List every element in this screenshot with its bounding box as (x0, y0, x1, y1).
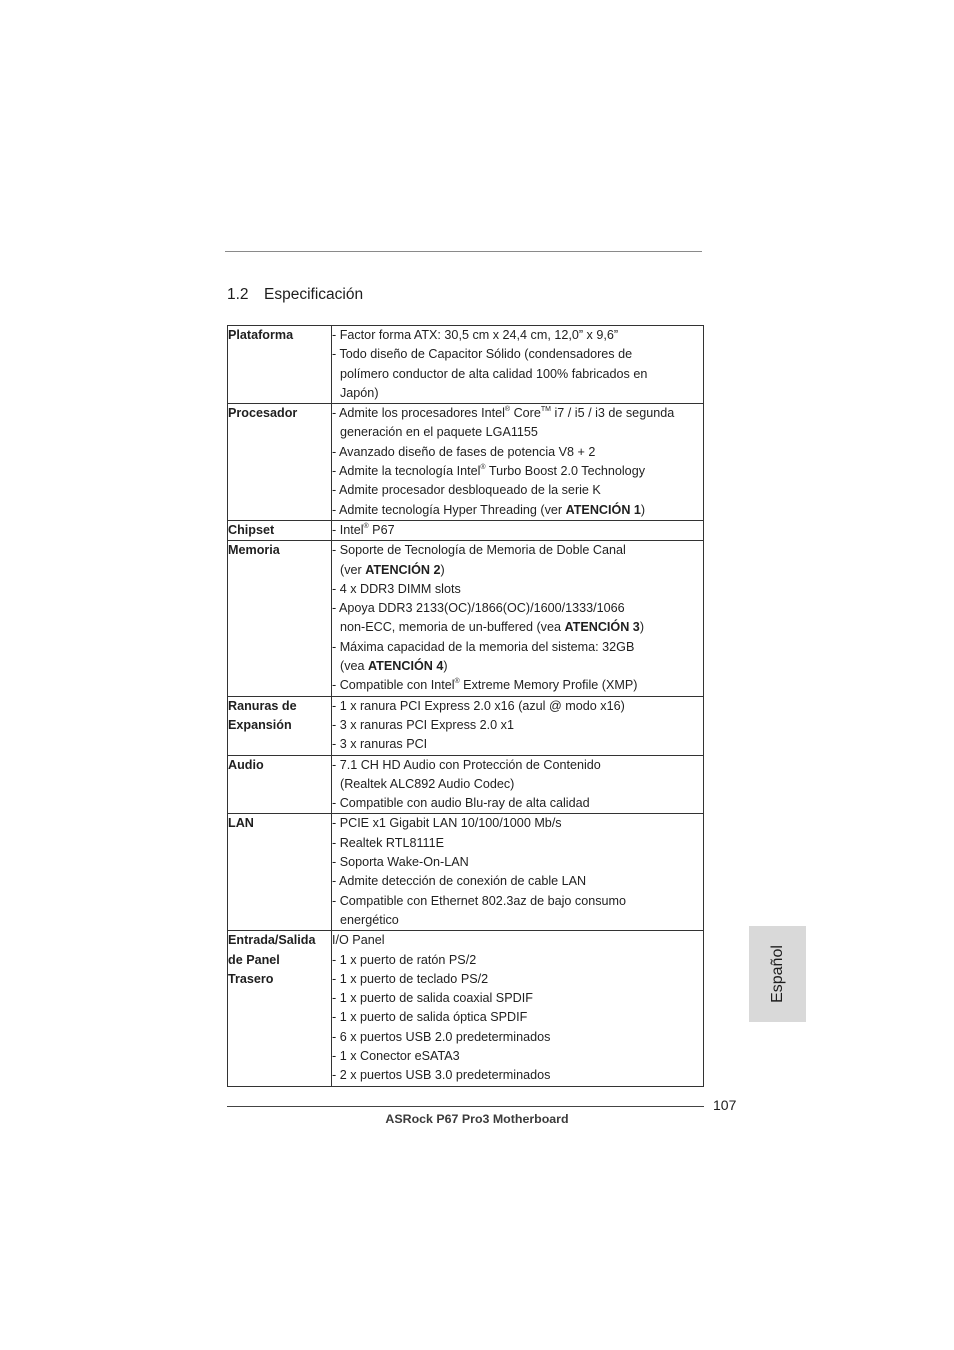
spec-text: - 7.1 CH HD Audio con Protección de Contenido (332, 757, 601, 772)
spec-value-cell (332, 520, 704, 540)
spec-line (332, 541, 703, 560)
spec-text: ) (440, 562, 445, 577)
spec-label-cell (228, 326, 332, 404)
spec-line (332, 872, 703, 891)
spec-line (332, 561, 703, 580)
spec-table (227, 325, 704, 1087)
top-divider (225, 251, 702, 252)
spec-line (332, 443, 703, 462)
spec-line (332, 834, 703, 853)
spec-text: (ver (340, 562, 366, 577)
spec-line (332, 1047, 703, 1066)
spec-text: ) (640, 502, 646, 517)
spec-label-cell (228, 696, 332, 755)
spec-text: - Soporta Wake-On-LAN (332, 855, 469, 870)
spec-line (332, 638, 703, 657)
spec-row (228, 931, 704, 1086)
spec-label-cell (228, 541, 332, 696)
spec-label: Entrada/Salida (228, 933, 316, 948)
spec-text: - 1 x Conector eSATA3 (332, 1048, 460, 1063)
spec-row (228, 541, 704, 696)
spec-row (228, 520, 704, 540)
section-title: Especificación (264, 286, 364, 303)
spec-line (332, 384, 703, 403)
bottom-divider (227, 1106, 704, 1107)
spec-line (332, 365, 703, 384)
spec-text: polímero conductor de alta calidad 100% fabricados en (340, 366, 648, 381)
section-heading (227, 286, 363, 304)
trademark-mark: TM (540, 406, 551, 414)
spec-line (332, 697, 703, 716)
spec-label-cell (228, 755, 332, 814)
spec-line (332, 326, 703, 345)
spec-text: - 1 x ranura PCI Express 2.0 x16 (azul @ modo x16) (332, 698, 625, 713)
spec-line (332, 970, 703, 989)
spec-label: Plataforma (228, 328, 294, 342)
spec-line (332, 814, 703, 833)
spec-text: ) (639, 620, 645, 635)
trademark-mark: ® (480, 464, 486, 472)
note-reference: ATENCIÓN 4 (368, 659, 444, 674)
spec-text: energético (340, 912, 399, 927)
note-reference: ATENCIÓN 3 (564, 620, 640, 635)
spec-text: Core (510, 406, 541, 421)
footer-product-name: ASRock P67 Pro3 Motherboard (385, 1112, 569, 1126)
spec-line (332, 501, 703, 520)
page-number: 107 (713, 1097, 737, 1113)
spec-text: Extreme Memory Profile (XMP) (459, 678, 638, 693)
spec-text: - Apoya DDR3 2133(OC)/1866(OC)/1600/1333/1066 (332, 601, 625, 616)
spec-line (332, 345, 703, 364)
spec-text: (Realtek ALC892 Audio Codec) (340, 776, 515, 791)
spec-line (332, 599, 703, 618)
spec-line (332, 931, 703, 950)
spec-label-cell (228, 520, 332, 540)
spec-text: - Admite la tecnología Intel (332, 464, 481, 479)
spec-row (228, 326, 704, 404)
spec-text: generación en el paquete LGA1155 (340, 425, 538, 440)
language-tab-label: Español (768, 945, 786, 1003)
spec-text: P67 (368, 522, 395, 537)
spec-line (332, 423, 703, 442)
spec-line (332, 1008, 703, 1027)
spec-text: Turbo Boost 2.0 Technology (485, 464, 645, 479)
spec-text: - 1 x puerto de salida coaxial SPDIF (332, 991, 533, 1006)
spec-text: - 1 x puerto de teclado PS/2 (332, 971, 489, 986)
note-reference: ATENCIÓN 1 (565, 502, 641, 517)
spec-line (332, 989, 703, 1008)
spec-label: Ranuras de (228, 698, 297, 713)
spec-row (228, 696, 704, 755)
spec-line (332, 1066, 703, 1085)
spec-label: LAN (228, 816, 254, 831)
spec-text: - 3 x ranuras PCI (332, 737, 428, 752)
spec-line (332, 521, 703, 540)
spec-line (332, 580, 703, 599)
note-reference: ATENCIÓN 2 (365, 562, 441, 577)
spec-text: - Realtek RTL8111E (332, 835, 445, 850)
spec-row (228, 755, 704, 814)
spec-label: Chipset (228, 522, 275, 537)
trademark-mark: ® (504, 406, 511, 414)
spec-line (332, 462, 703, 481)
spec-line (332, 853, 703, 872)
spec-line (332, 404, 703, 423)
spec-text: ) (443, 659, 448, 674)
spec-text: - Avanzado diseño de fases de potencia V8 + 2 (332, 444, 596, 459)
spec-line (332, 775, 703, 794)
spec-table-body (228, 326, 704, 1087)
spec-text: - Soporte de Tecnología de Memoria de Doble Canal (332, 543, 626, 558)
spec-text: - 6 x puertos USB 2.0 predeterminados (332, 1029, 551, 1044)
spec-text: i7 / i5 / i3 de segunda (550, 406, 675, 421)
trademark-mark: ® (363, 522, 369, 530)
spec-value-cell (332, 755, 704, 814)
spec-label-cell (228, 814, 332, 931)
language-tab (749, 926, 806, 1022)
spec-value-cell (332, 326, 704, 404)
spec-line (332, 618, 703, 637)
spec-label-cell (228, 404, 332, 521)
spec-line (332, 951, 703, 970)
spec-value-cell (332, 931, 704, 1086)
spec-text: (vea (340, 659, 368, 674)
spec-label: de Panel (228, 952, 280, 967)
spec-text: - Admite procesador desbloqueado de la serie K (332, 483, 601, 498)
spec-value-cell (332, 404, 704, 521)
spec-text: - Admite los procesadores Intel (332, 406, 505, 421)
spec-text: Japón) (340, 385, 379, 400)
spec-line (332, 676, 703, 695)
spec-line (332, 794, 703, 813)
section-number: 1.2 (227, 286, 249, 303)
spec-text: I/O Panel (332, 933, 385, 948)
spec-text: - 1 x puerto de salida óptica SPDIF (332, 1010, 528, 1025)
spec-label: Audio (228, 757, 264, 772)
spec-text: - Máxima capacidad de la memoria del sistema: 32GB (332, 639, 635, 654)
spec-row (228, 814, 704, 931)
spec-text: - Todo diseño de Capacitor Sólido (condensadores de (332, 347, 633, 362)
spec-line (332, 892, 703, 911)
spec-text: - Compatible con Ethernet 802.3az de bajo consumo (332, 893, 627, 908)
spec-label: Expansión (228, 717, 292, 732)
spec-label: Memoria (228, 543, 280, 558)
spec-line (332, 716, 703, 735)
spec-line (332, 481, 703, 500)
spec-text: - PCIE x1 Gigabit LAN 10/100/1000 Mb/s (332, 816, 562, 831)
spec-value-cell (332, 541, 704, 696)
spec-text: - 2 x puertos USB 3.0 predeterminados (332, 1068, 551, 1083)
spec-label-cell (228, 931, 332, 1086)
spec-text: - 1 x puerto de ratón PS/2 (332, 952, 477, 967)
spec-label: Trasero (228, 971, 274, 986)
spec-text: - 4 x DDR3 DIMM slots (332, 581, 461, 596)
trademark-mark: ® (454, 678, 460, 686)
spec-text: - 3 x ranuras PCI Express 2.0 x1 (332, 717, 514, 732)
spec-text: - Admite tecnología Hyper Threading (ver (332, 502, 566, 517)
spec-text: - Compatible con audio Blu-ray de alta calidad (332, 796, 590, 811)
spec-value-cell (332, 696, 704, 755)
spec-text: - Intel (332, 522, 364, 537)
spec-text: non-ECC, memoria de un-buffered (vea (340, 620, 565, 635)
spec-line (332, 1028, 703, 1047)
spec-row (228, 404, 704, 521)
spec-line (332, 657, 703, 676)
spec-text: - Factor forma ATX: 30,5 cm x 24,4 cm, 12,0” x 9,6” (332, 328, 619, 342)
spec-text: - Compatible con Intel (332, 678, 455, 693)
spec-value-cell (332, 814, 704, 931)
spec-line (332, 911, 703, 930)
spec-label: Procesador (228, 406, 298, 421)
spec-line (332, 735, 703, 754)
spec-line (332, 756, 703, 775)
spec-text: - Admite detección de conexión de cable LAN (332, 874, 587, 889)
